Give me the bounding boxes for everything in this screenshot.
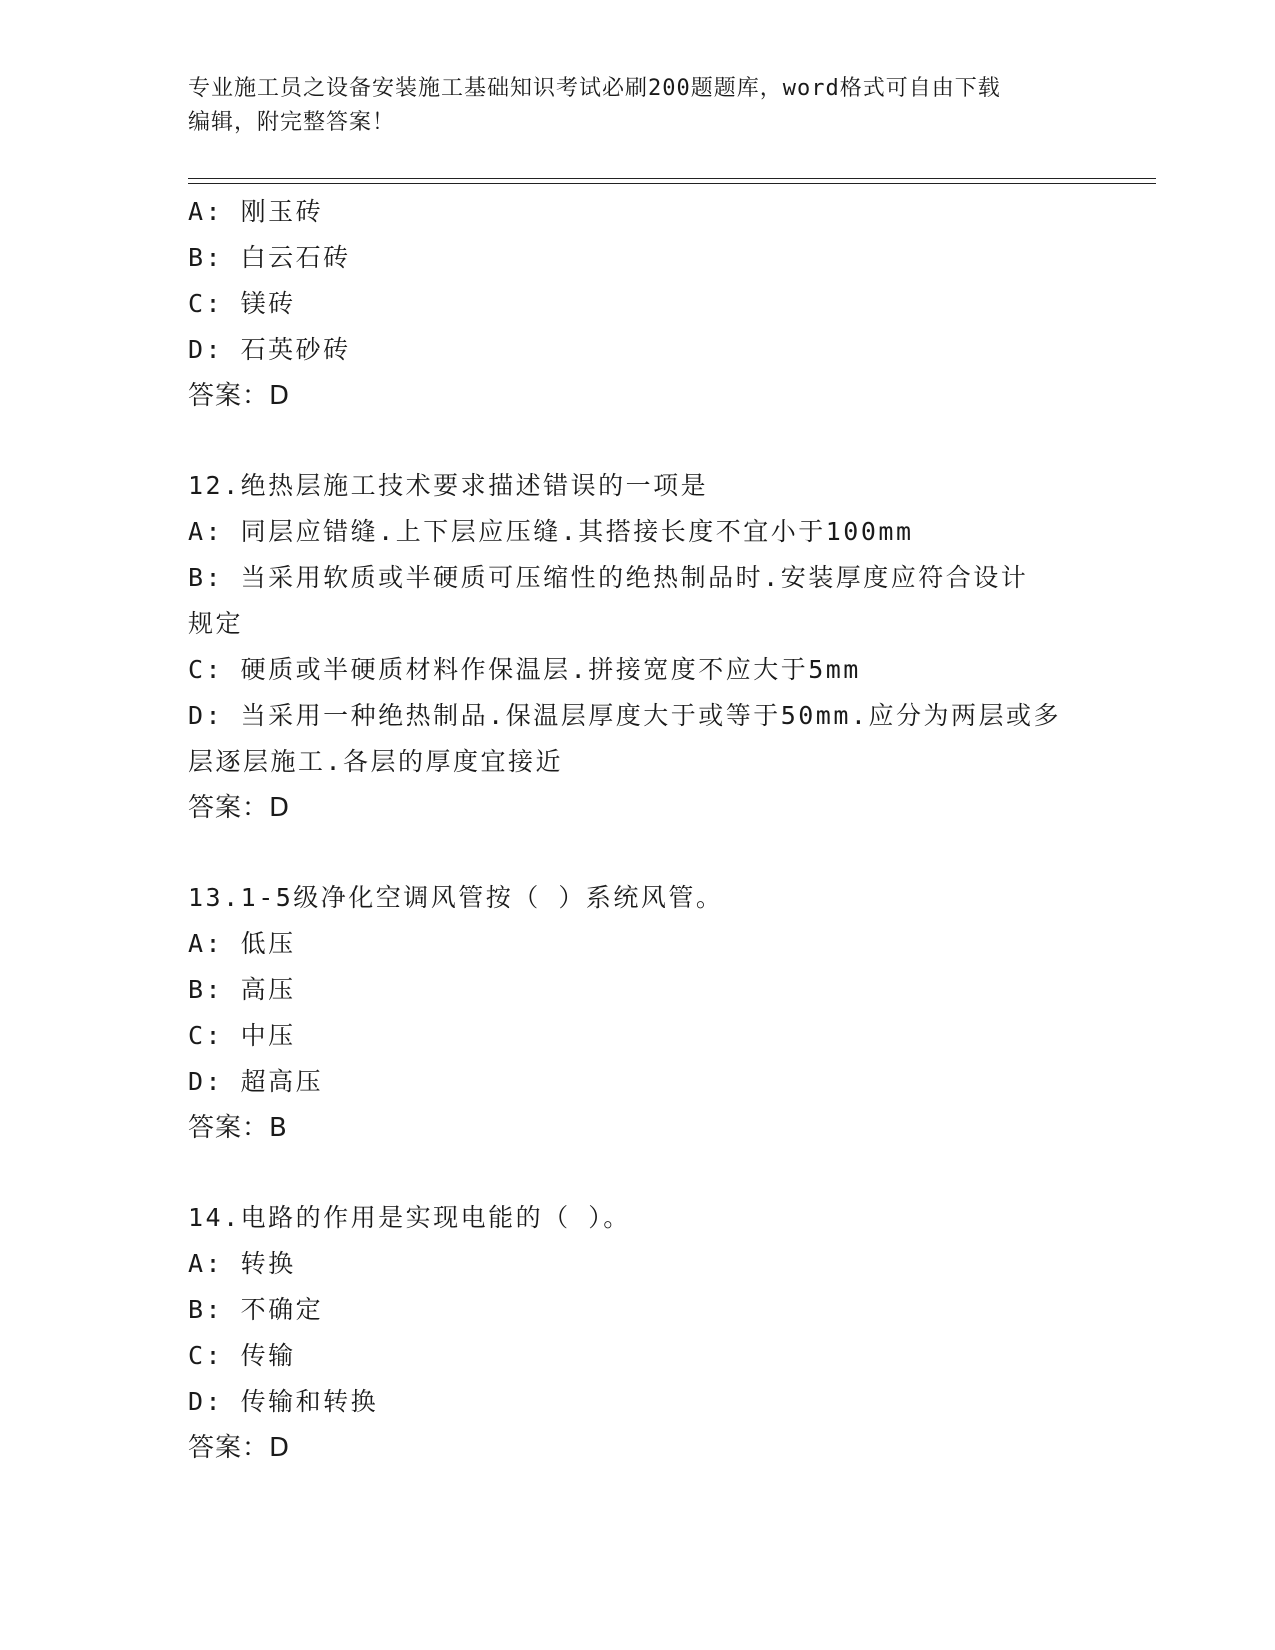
spacer xyxy=(188,831,1088,875)
q14-answer: 答案：D xyxy=(188,1433,291,1463)
q12-option-d-line-2: 层逐层施工.各层的厚度宜接近 xyxy=(188,747,564,776)
question-11-block xyxy=(188,189,1088,419)
q14-option-d: D: 传输和转换 xyxy=(188,1387,379,1416)
q12-answer: 答案：D xyxy=(188,793,291,823)
q14-option-a: A: 转换 xyxy=(188,1249,296,1278)
q12-option-b-line-2: 规定 xyxy=(188,609,244,638)
q13-option-b: B: 高压 xyxy=(188,975,296,1004)
q12-question: 12.绝热层施工技术要求描述错误的一项是 xyxy=(188,471,709,500)
q11-option-a: A: 刚玉砖 xyxy=(188,197,324,226)
document-header xyxy=(188,72,1068,140)
q11-option-d: D: 石英砂砖 xyxy=(188,335,351,364)
header-divider-top xyxy=(188,178,1156,179)
q12-option-b-line-1: B: 当采用软质或半硬质可压缩性的绝热制品时.安装厚度应符合设计 xyxy=(188,563,1029,592)
question-13-block xyxy=(188,875,1088,1151)
q13-option-a: A: 低压 xyxy=(188,929,296,958)
question-14-block xyxy=(188,1195,1088,1471)
spacer xyxy=(188,1151,1088,1195)
header-title-line-2: 编辑，附完整答案！ xyxy=(188,110,396,135)
q13-question: 13.1-5级净化空调风管按（ ）系统风管。 xyxy=(188,883,724,912)
q14-option-c: C: 传输 xyxy=(188,1341,296,1370)
q12-option-a: A: 同层应错缝.上下层应压缝.其搭接长度不宜小于100mm xyxy=(188,517,914,546)
q14-question: 14.电路的作用是实现电能的（ ）。 xyxy=(188,1203,631,1232)
spacer xyxy=(188,419,1088,463)
q12-option-d-line-1: D: 当采用一种绝热制品.保温层厚度大于或等于50mm.应分为两层或多 xyxy=(188,701,1061,730)
header-divider-bottom xyxy=(188,183,1156,184)
q13-answer: 答案：B xyxy=(188,1113,288,1143)
question-list xyxy=(188,189,1088,1471)
question-12-block xyxy=(188,463,1088,831)
q13-option-c: C: 中压 xyxy=(188,1021,296,1050)
q11-answer: 答案：D xyxy=(188,381,291,411)
q11-option-c: C: 镁砖 xyxy=(188,289,296,318)
header-title-line-1: 专业施工员之设备安装施工基础知识考试必刷200题题库，word格式可自由下载 xyxy=(188,76,1001,101)
q13-option-d: D: 超高压 xyxy=(188,1067,324,1096)
q14-option-b: B: 不确定 xyxy=(188,1295,324,1324)
q11-option-b: B: 白云石砖 xyxy=(188,243,351,272)
q12-option-c: C: 硬质或半硬质材料作保温层.拼接宽度不应大于5mm xyxy=(188,655,861,684)
